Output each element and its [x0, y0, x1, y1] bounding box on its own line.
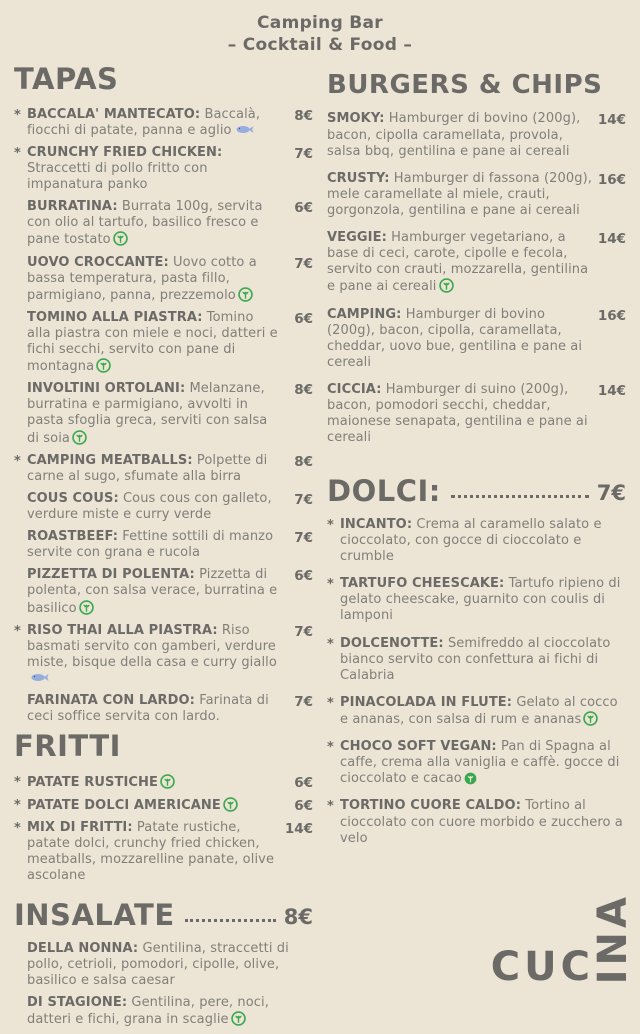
- section-title-burgers: BURGERS & CHIPS: [327, 70, 603, 101]
- menu-body: [0, 58, 640, 1034]
- asterisk-mark: *: [14, 623, 21, 639]
- asterisk-mark: *: [327, 799, 334, 815]
- asterisk-mark: *: [14, 821, 21, 836]
- item-name: INCANTO:: [340, 516, 413, 532]
- asterisk-mark: [14, 255, 27, 256]
- item-price: 6€: [294, 310, 313, 327]
- item-price: 14€: [597, 383, 626, 400]
- item-name: MIX DI FRITTI:: [27, 820, 133, 835]
- cucina-logo: [490, 892, 636, 990]
- logo-horizontal-text: CUC: [490, 944, 594, 990]
- menu-item: [14, 820, 313, 884]
- menu-title: Camping Bar: [257, 13, 383, 33]
- asterisk-mark: *: [14, 797, 21, 813]
- item-name: PINACOLADA IN FLUTE:: [340, 694, 513, 710]
- item-price: 16€: [597, 307, 626, 324]
- item-description: Straccetti di pollo fritto con impanatura panko: [27, 160, 208, 193]
- item-name: PIZZETTA DI POLENTA:: [27, 567, 195, 583]
- item-description: Uovo cotto a bassa temperatura, pasta fillo, parmigiano, panna, prezzemolo: [27, 254, 257, 303]
- item-description: Hamburger di bovino (200g), bacon, cipolla caramellata, provola, salsa bbq, gentilina e pane ai cereali: [327, 111, 581, 159]
- item-description: Pizzetta di polenta, con salsa verace, burratina e basilico: [27, 567, 278, 616]
- asterisk-mark: [14, 693, 27, 694]
- item-description: Hamburger di suino (200g), bacon, pomodori secchi, cheddar, maionese senapata, gentilina e pane ai cereali: [327, 382, 588, 446]
- section-title-insalate: INSALATE: [14, 898, 175, 933]
- menu-item: [14, 774, 313, 791]
- menu-item: [14, 491, 313, 523]
- menu-item: [14, 453, 313, 485]
- menu-item: [14, 941, 313, 989]
- item-price: 8€: [294, 453, 313, 470]
- item-name: SMOKY:: [327, 111, 385, 127]
- item-name: TORTINO CUORE CALDO:: [340, 798, 521, 814]
- section-header-insalate: [14, 898, 313, 933]
- item-name: CICCIA:: [327, 382, 382, 398]
- item-price: 6€: [294, 568, 313, 585]
- item-price: 6€: [294, 797, 313, 814]
- item-description: Baccalà, fiocchi di patate, panna e aglio: [27, 106, 261, 138]
- item-description: Hamburger di fassona (200g), mele caramellate al miele, crauti, gorgonzola, gentilina e pane ai cereali: [327, 170, 593, 219]
- item-price: 7€: [294, 491, 313, 508]
- item-name: VEGGIE:: [327, 230, 387, 246]
- menu-item: [327, 111, 626, 159]
- asterisk-mark: [14, 529, 27, 530]
- menu-item: [14, 623, 313, 687]
- asterisk-mark: *: [14, 774, 21, 790]
- menu-item: [327, 230, 626, 295]
- vegetarian-icon: [229, 1012, 246, 1027]
- menu-item: [14, 310, 313, 375]
- menu-item: [327, 739, 626, 787]
- asterisk-mark: *: [327, 577, 334, 593]
- item-price: 14€: [284, 821, 313, 837]
- menu-item: [327, 382, 626, 446]
- asterisk-mark: [14, 941, 27, 942]
- fish-icon: [232, 123, 255, 138]
- menu-item: [14, 567, 313, 616]
- item-description: Hamburger di bovino (200g), bacon, cipolla, caramellata, cheddar, uovo bue, gentilina e pane ai cereali: [327, 306, 583, 370]
- item-name: CRUNCHY FRIED CHICKEN:: [27, 144, 223, 160]
- item-description: Pan di Spagna al caffe, crema alla vaniglia e caffè. gocce di cioccolato e cacao: [340, 739, 620, 787]
- item-description: Tortino al cioccolato con cuore morbido e zucchero a velo: [340, 798, 623, 846]
- dotted-leader: [185, 919, 276, 922]
- item-description: Gelato al cocco e ananas, con salsa di rum e ananas: [340, 694, 618, 727]
- item-description: Fettine sottili di manzo servite con grana e rucola: [27, 529, 274, 561]
- asterisk-mark: *: [327, 636, 334, 652]
- vegetarian-icon: [581, 712, 598, 727]
- menu-item: [14, 145, 313, 193]
- item-name: COUS COUS:: [27, 490, 119, 506]
- fish-icon: [27, 671, 50, 686]
- menu-item: [327, 695, 626, 728]
- vegetarian-icon: [94, 359, 111, 374]
- asterisk-mark: [14, 381, 27, 382]
- item-name: UOVO CROCCANTE:: [27, 254, 169, 270]
- item-price: 8€: [294, 382, 313, 399]
- menu-subtitle: – Cocktail & Food –: [227, 35, 413, 56]
- item-name: ROASTBEEF:: [27, 529, 119, 545]
- item-name: CAMPING:: [327, 306, 402, 322]
- vegetarian-icon: [236, 288, 253, 303]
- right-column: [327, 58, 626, 1034]
- asterisk-mark: [14, 567, 27, 568]
- item-description: Polpette di carne al sugo, sfumate alla birra: [27, 452, 268, 484]
- item-name: TARTUFO CHEESCAKE:: [340, 576, 505, 592]
- vegetarian-icon: [158, 775, 175, 790]
- menu-item: [327, 576, 626, 624]
- asterisk-mark: [14, 491, 27, 492]
- vegetarian-icon: [437, 279, 454, 294]
- asterisk-mark: *: [327, 517, 334, 533]
- asterisk-mark: [14, 199, 27, 200]
- asterisk-mark: *: [14, 107, 21, 123]
- item-name: PATATE RUSTICHE: [27, 774, 159, 790]
- item-price: 7€: [294, 694, 313, 711]
- item-description: Crema al caramello salato e cioccolato, con gocce di cioccolato e crumble: [340, 516, 602, 565]
- item-price: 14€: [597, 231, 626, 248]
- item-price: 7€: [294, 145, 313, 162]
- item-description: Riso basmati servito con gamberi, verdure miste, bisque della casa e curry giallo: [27, 622, 277, 670]
- item-description: Gentilina, straccetti di pollo, cetrioli, pomodori, cipolle, olive, basilico e salsa caesar: [27, 940, 289, 989]
- item-price: 6€: [294, 200, 313, 217]
- item-name: INVOLTINI ORTOLANI:: [27, 381, 186, 397]
- item-price: 8€: [294, 107, 313, 124]
- section-title-tapas: TAPAS: [14, 62, 119, 97]
- asterisk-mark: [14, 310, 27, 311]
- menu-item: [14, 797, 313, 814]
- item-description: Patate rustiche, patate dolci, crunchy fried chicken, meatballs, mozzarelline panate, olive ascolane: [27, 820, 275, 884]
- item-name: DI STAGIONE:: [27, 995, 128, 1011]
- menu-item: [327, 517, 626, 565]
- item-price: 14€: [597, 112, 626, 129]
- menu-item: [14, 381, 313, 446]
- vegetarian-icon: [221, 798, 238, 813]
- item-description: Hamburger vegetariano, a base di ceci, carote, cipolle e fecola, servito con crauti, mozzarella, gentilina e pane ai cereali: [327, 230, 589, 295]
- item-description: Gentilina, pere, noci, datteri e fichi, grana in scaglie: [27, 995, 269, 1028]
- vegetarian-icon: [77, 601, 94, 616]
- item-name: CRUSTY:: [327, 170, 390, 186]
- item-description: Burrata 100g, servita con olio al tartufo, basilico fresco e pane tostato: [27, 199, 263, 248]
- asterisk-mark: *: [14, 453, 21, 469]
- item-name: BURRATINA:: [27, 199, 118, 215]
- vegan-icon: [462, 771, 477, 786]
- section-title-fritti: FRITTI: [14, 729, 121, 764]
- menu-item: [327, 307, 626, 371]
- item-name: CAMPING MEATBALLS:: [27, 452, 193, 468]
- vegetarian-icon: [70, 431, 87, 446]
- menu-item: [327, 636, 626, 684]
- item-price: 7€: [294, 255, 313, 272]
- asterisk-mark: *: [327, 740, 334, 756]
- menu-item: [14, 529, 313, 561]
- item-name: RISO THAI ALLA PIASTRA:: [27, 622, 218, 638]
- item-name: TOMINO ALLA PIASTRA:: [27, 309, 203, 325]
- item-description: Tomino alla piastra con miele e noci, datteri e fichi secchi, servito con pane di montagna: [27, 309, 278, 375]
- page-title: [0, 12, 640, 56]
- vegetarian-icon: [111, 232, 128, 247]
- item-description: Cous cous con galleto, verdure miste e curry verde: [27, 490, 272, 523]
- section-price: 8€: [283, 904, 313, 929]
- asterisk-mark: [14, 995, 27, 996]
- menu-item: [327, 171, 626, 219]
- section-header-dolci: [327, 462, 626, 509]
- menu-item: [14, 995, 313, 1028]
- logo-vertical-text: INA: [590, 892, 636, 984]
- item-price: 7€: [294, 623, 313, 640]
- asterisk-mark: *: [327, 695, 334, 711]
- item-description: Semifreddo al cioccolato bianco servito con confettura ai fichi di Calabria: [340, 635, 611, 683]
- section-title-dolci: DOLCI:: [327, 474, 441, 509]
- section-price: 7€: [596, 480, 626, 505]
- item-name: PATATE DOLCI AMERICANE: [27, 797, 221, 813]
- item-price: 7€: [294, 530, 313, 547]
- item-description: Farinata di ceci soffice servita con lardo.: [27, 693, 269, 725]
- menu-item: [14, 693, 313, 725]
- menu-item: [327, 798, 626, 846]
- menu-item: [14, 107, 313, 139]
- item-price: 16€: [597, 171, 626, 188]
- menu-item: [14, 199, 313, 248]
- menu-item: [14, 255, 313, 304]
- item-name: FARINATA CON LARDO:: [27, 693, 195, 709]
- item-name: CHOCO SOFT VEGAN:: [340, 739, 497, 755]
- item-name: BACCALA' MANTECATO:: [27, 106, 201, 122]
- item-description: Melanzane, burratina e parmigiano, avvolti in pasta sfoglia greca, serviti con salsa di soia: [27, 381, 268, 446]
- item-price: 6€: [294, 774, 313, 791]
- item-name: DOLCENOTTE:: [340, 635, 444, 651]
- asterisk-mark: *: [14, 145, 21, 161]
- item-name: DELLA NONNA:: [27, 940, 139, 956]
- item-description: Tartufo ripieno di gelato cheescake, guarnito con coulis di lamponi: [340, 576, 621, 624]
- left-column: [14, 58, 313, 1034]
- dotted-leader: [451, 495, 589, 498]
